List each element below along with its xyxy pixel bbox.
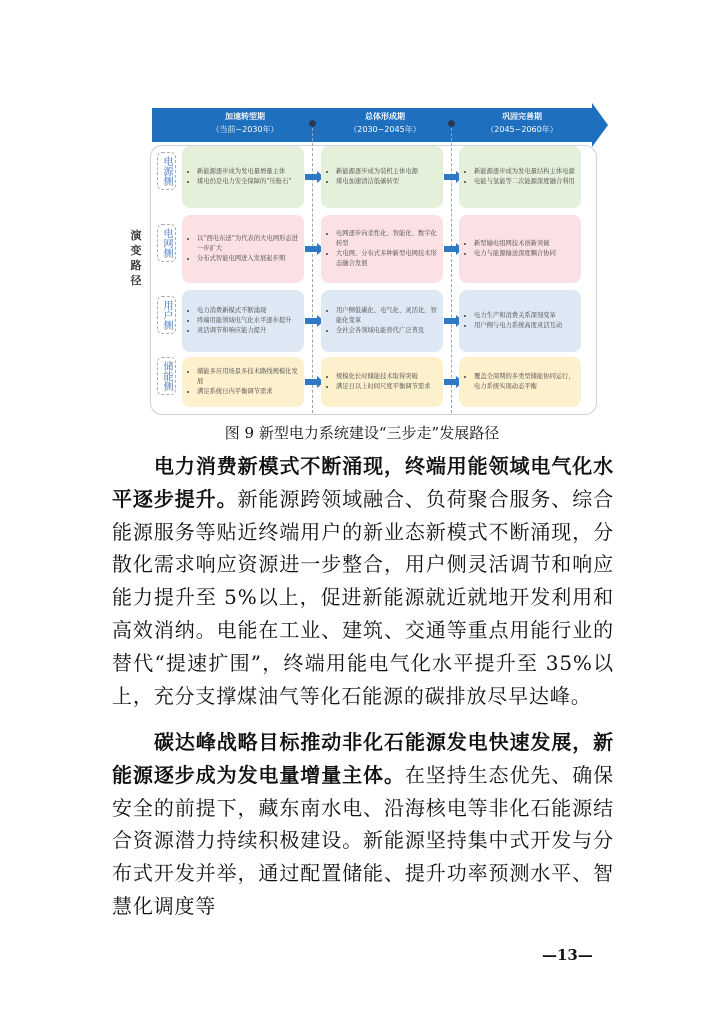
stage-box xyxy=(182,146,304,208)
arrow-right-icon xyxy=(305,318,317,324)
stage-item: • 终端用能领域电气化水平逐步提升 xyxy=(197,316,300,326)
stage-item: • 灵活调节和响应能力提升 xyxy=(197,326,300,336)
stage-item: • 以“西电东送”为代表的大电网形态进一步扩大 xyxy=(197,234,300,254)
phase-2: 总体形成期 （2030~2045年） xyxy=(349,112,421,134)
timeline-dot xyxy=(448,120,455,127)
stage-item: • 全社会各领域电能替代广泛普及 xyxy=(336,326,439,336)
stage-item: • 电力消费新模式不断涌现 xyxy=(197,306,300,316)
figure-roadmap xyxy=(120,103,610,415)
paragraph-2: 碳达峰战略目标推动非化石能源发电快速发展，新能源逐步成为发电量增量主体。在坚持生态优先、确保安全的前提下，藏东南水电、沿海核电等非化石能源结合资源潜力持续积极建设。新能源坚持集中式开发与分布式开发并举，通过配置储能、提升功率预测水平、智慧化调度等 xyxy=(112,730,614,918)
row-label: 电源侧 xyxy=(157,152,176,190)
stage-item: • 储能多应用场景多技术路线规模化发展 xyxy=(197,367,300,387)
timeline-dot xyxy=(309,120,316,127)
stage-item: • 大电网、分布式多种新型电网技术形态融合发展 xyxy=(336,249,439,269)
stage-item: • 规模化长时储能技术取得突破 xyxy=(336,372,439,382)
stage-item: • 电力生产和消费关系深刻变革 xyxy=(474,311,577,321)
stage-box xyxy=(182,215,304,283)
stage-box xyxy=(321,215,443,283)
stage-box xyxy=(182,290,304,352)
page-number: —13— xyxy=(542,946,593,964)
stage-item: • 覆盖全周期的多类型储能协同运行，电力系统实现动态平衡 xyxy=(474,372,577,392)
stage-item: • 电网逐步向柔性化、智能化、数字化转型 xyxy=(336,229,439,249)
stage-box xyxy=(459,290,581,352)
stage-item: • 煤电加速清洁低碳转型 xyxy=(336,177,439,187)
stage-item: • 满足系统日内平衡调节需求 xyxy=(197,387,300,397)
side-label: 演变路径 xyxy=(130,229,142,287)
paragraph-1: 电力消费新模式不断涌现，终端用能领域电气化水平逐步提升。新能源跨领域融合、负荷聚合服务、综合能源服务等贴近终端用户的新业态新模式不断涌现，分散化需求响应资源进一步整合，用户侧灵活调节和响应能力提升至 5%以上，促进新能源就近就地开发利用和高效消纳。电能在工业、建筑、交通等重点用能行业的替代“提速扩围”，终端用能电气化水平提升至 35%以上，充分支撑煤油气等化石能源的碳排放尽早达峰。 xyxy=(112,454,614,708)
stage-item: • 新型输电组网技术创新突破 xyxy=(474,239,577,249)
stage-item: • 分布式智能电网进入发展起步期 xyxy=(197,254,300,264)
stage-item: • 煤电仍是电力安全保障的“压舱石” xyxy=(197,177,300,187)
arrow-right-icon xyxy=(305,379,317,385)
arrow-head xyxy=(592,103,608,147)
row-label: 电网侧 xyxy=(157,224,176,262)
divider xyxy=(312,123,313,413)
stage-item: • 电能与氢能等二次能源深度融合利用 xyxy=(474,177,577,187)
row-label: 用户侧 xyxy=(157,296,176,334)
phase-1: 加速转型期 （当前~2030年） xyxy=(211,112,279,134)
stage-box xyxy=(459,357,581,407)
figure-caption: 图 9 新型电力系统建设“三步走”发展路径 xyxy=(224,424,500,442)
stage-item: • 满足日以上时间尺度平衡调节需求 xyxy=(336,382,439,392)
stage-item: • 电力与能源输送深度耦合协同 xyxy=(474,249,577,259)
arrow-right-icon xyxy=(444,174,456,180)
stage-box xyxy=(459,146,581,208)
stage-box xyxy=(182,357,304,407)
arrow-right-icon xyxy=(305,246,317,252)
stage-item: • 新能源逐步成为发电量结构主体电源 xyxy=(474,167,577,177)
stage-box xyxy=(459,215,581,283)
arrow-right-icon xyxy=(444,246,456,252)
phase-3: 巩固完善期 （2045~2060年） xyxy=(486,112,558,134)
arrow-right-icon xyxy=(444,379,456,385)
stage-item: • 新能源逐步成为装机主体电源 xyxy=(336,167,439,177)
arrow-right-icon xyxy=(305,174,317,180)
stage-box xyxy=(321,146,443,208)
stage-item: • 用户侧低碳化、电气化、灵活化、智能化变革 xyxy=(336,306,439,326)
stage-box xyxy=(321,290,443,352)
stage-box xyxy=(321,357,443,407)
divider xyxy=(451,123,452,413)
arrow-right-icon xyxy=(444,318,456,324)
row-label: 储能侧 xyxy=(157,357,176,395)
stage-item: • 新能源逐步成为发电量增量主体 xyxy=(197,167,300,177)
stage-item: • 用户侧与电力系统高度灵活互动 xyxy=(474,321,577,331)
